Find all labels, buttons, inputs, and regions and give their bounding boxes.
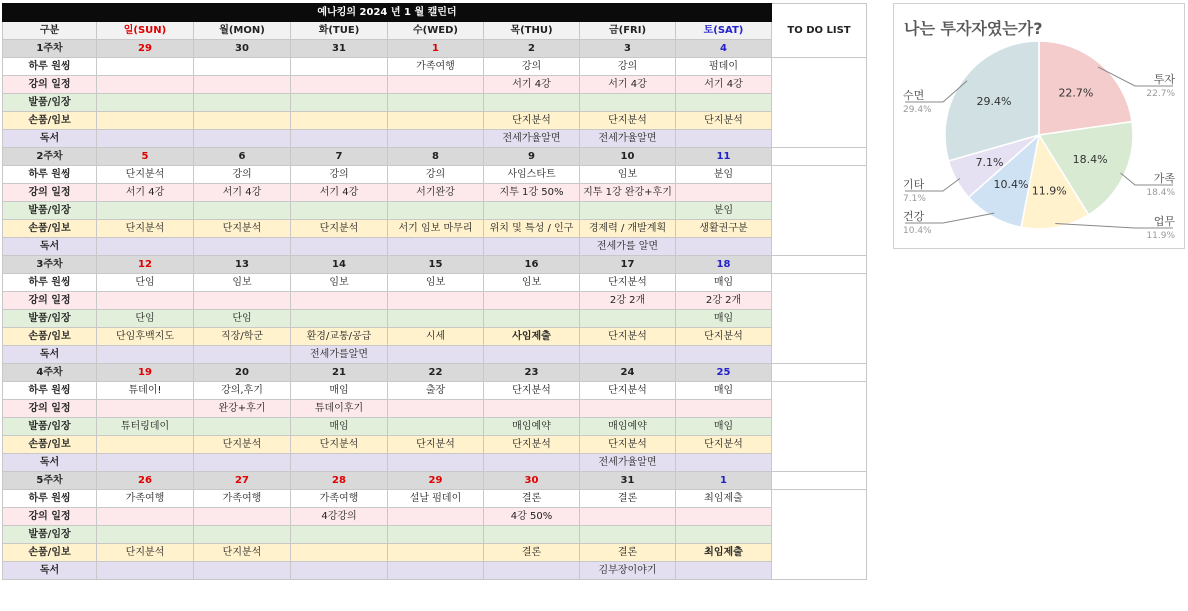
date-cell: 10 xyxy=(580,148,676,166)
row-label-reading: 독서 xyxy=(3,562,97,580)
schedule-cell xyxy=(194,346,291,364)
schedule-cell: 김부장이야기 xyxy=(580,562,676,580)
schedule-cell: 서기 4강 xyxy=(580,76,676,94)
schedule-cell: 결론 xyxy=(484,544,580,562)
schedule-cell: 단지분석 xyxy=(580,112,676,130)
row-label-report: 손품/임보 xyxy=(3,220,97,238)
schedule-cell xyxy=(676,346,772,364)
row-label-reading: 독서 xyxy=(3,454,97,472)
schedule-cell: 단지분석 xyxy=(580,436,676,454)
schedule-cell: 결론 xyxy=(580,490,676,508)
row-label-lecture: 강의 일정 xyxy=(3,76,97,94)
schedule-cell: 매임예약 xyxy=(580,418,676,436)
date-cell: 31 xyxy=(580,472,676,490)
schedule-cell xyxy=(676,94,772,112)
pie-slice-value-label: 18.4% xyxy=(1072,152,1108,166)
todo-list-cell xyxy=(772,364,867,382)
todo-list-cell xyxy=(772,166,867,256)
schedule-cell: 단임 xyxy=(97,310,194,328)
date-cell: 24 xyxy=(580,364,676,382)
schedule-cell: 단임 xyxy=(97,274,194,292)
schedule-cell: 서기 4강 xyxy=(97,184,194,202)
schedule-cell: 단지분석 xyxy=(484,436,580,454)
row-label-report: 손품/임보 xyxy=(3,544,97,562)
schedule-cell xyxy=(291,526,388,544)
schedule-cell: 가족여행 xyxy=(291,490,388,508)
schedule-cell: 매임 xyxy=(676,382,772,400)
schedule-cell xyxy=(194,454,291,472)
schedule-cell: 전세가를알면 xyxy=(291,346,388,364)
row-label-lecture: 강의 일정 xyxy=(3,292,97,310)
date-cell: 12 xyxy=(97,256,194,274)
schedule-cell: 단지분석 xyxy=(676,328,772,346)
row-label-oneday: 하루 원씽 xyxy=(3,58,97,76)
header-day: 수(WED) xyxy=(388,22,484,40)
todo-list-cell xyxy=(772,490,867,580)
date-cell: 1 xyxy=(388,40,484,58)
schedule-cell: 2강 2개 xyxy=(676,292,772,310)
pie-chart xyxy=(894,4,1184,248)
schedule-cell: 가족여행 xyxy=(97,490,194,508)
row-label-fieldwork: 발품/임장 xyxy=(3,202,97,220)
schedule-cell xyxy=(388,454,484,472)
row-label-lecture: 강의 일정 xyxy=(3,400,97,418)
schedule-cell xyxy=(388,544,484,562)
schedule-cell: 단지분석 xyxy=(97,544,194,562)
week-label: 5주차 xyxy=(3,472,97,490)
schedule-cell xyxy=(484,94,580,112)
schedule-cell: 생활권구분 xyxy=(676,220,772,238)
date-cell: 20 xyxy=(194,364,291,382)
schedule-cell xyxy=(580,310,676,328)
schedule-cell xyxy=(97,130,194,148)
schedule-cell xyxy=(484,526,580,544)
date-cell: 23 xyxy=(484,364,580,382)
date-cell: 18 xyxy=(676,256,772,274)
schedule-cell: 시세 xyxy=(388,328,484,346)
row-label-oneday: 하루 원씽 xyxy=(3,382,97,400)
date-cell: 19 xyxy=(97,364,194,382)
todo-list-cell xyxy=(772,148,867,166)
calendar-table xyxy=(2,3,867,580)
schedule-cell xyxy=(388,526,484,544)
schedule-cell xyxy=(484,454,580,472)
date-cell: 16 xyxy=(484,256,580,274)
pie-chart-panel xyxy=(893,3,1185,249)
schedule-cell: 전세가율알면 xyxy=(484,130,580,148)
header-category: 구분 xyxy=(3,22,97,40)
header-day: 월(MON) xyxy=(194,22,291,40)
schedule-cell: 전세가율알면 xyxy=(580,130,676,148)
schedule-cell: 가족여행 xyxy=(388,58,484,76)
schedule-cell xyxy=(97,346,194,364)
schedule-cell: 분임 xyxy=(676,202,772,220)
row-label-fieldwork: 발품/임장 xyxy=(3,418,97,436)
schedule-cell: 전세가율알면 xyxy=(580,454,676,472)
row-label-reading: 독서 xyxy=(3,238,97,256)
schedule-cell xyxy=(676,454,772,472)
schedule-cell xyxy=(194,94,291,112)
schedule-cell xyxy=(580,94,676,112)
schedule-cell xyxy=(97,454,194,472)
schedule-cell xyxy=(97,400,194,418)
row-label-lecture: 강의 일정 xyxy=(3,184,97,202)
schedule-cell: 펌데이 xyxy=(676,58,772,76)
schedule-cell xyxy=(484,310,580,328)
pie-category-percent: 22.7% xyxy=(1146,89,1175,99)
schedule-cell xyxy=(676,562,772,580)
schedule-cell xyxy=(194,292,291,310)
schedule-cell: 위치 및 특성 / 인구 xyxy=(484,220,580,238)
calendar-title: 예나킹의 2024 년 1 월 캘린더 xyxy=(3,4,772,22)
pie-slice-value-label: 11.9% xyxy=(1031,184,1067,198)
pie-category-percent: 18.4% xyxy=(1146,188,1175,198)
schedule-cell: 분임 xyxy=(676,166,772,184)
schedule-cell xyxy=(194,526,291,544)
row-label-report: 손품/임보 xyxy=(3,328,97,346)
schedule-cell xyxy=(484,292,580,310)
schedule-cell: 매임 xyxy=(676,310,772,328)
schedule-cell: 튜터링데이 xyxy=(97,418,194,436)
schedule-cell xyxy=(388,112,484,130)
schedule-cell: 단지분석 xyxy=(291,436,388,454)
schedule-cell xyxy=(194,508,291,526)
schedule-cell xyxy=(676,526,772,544)
schedule-cell: 지투 1강 완강+후기 xyxy=(580,184,676,202)
schedule-cell xyxy=(676,238,772,256)
row-label-report: 손품/임보 xyxy=(3,436,97,454)
schedule-cell: 강의 xyxy=(388,166,484,184)
todo-list-cell xyxy=(772,382,867,472)
date-cell: 4 xyxy=(676,40,772,58)
schedule-cell xyxy=(97,562,194,580)
pie-slice-value-label: 29.4% xyxy=(976,95,1012,109)
schedule-cell xyxy=(97,112,194,130)
header-day: 금(FRI) xyxy=(580,22,676,40)
todo-list-cell xyxy=(772,274,867,364)
schedule-cell: 출장 xyxy=(388,382,484,400)
schedule-cell xyxy=(291,94,388,112)
schedule-cell xyxy=(580,526,676,544)
todo-list-cell xyxy=(772,472,867,490)
schedule-cell xyxy=(388,562,484,580)
schedule-cell: 4강강의 xyxy=(291,508,388,526)
header-day: 일(SUN) xyxy=(97,22,194,40)
schedule-cell xyxy=(676,508,772,526)
schedule-cell xyxy=(388,292,484,310)
schedule-cell xyxy=(291,130,388,148)
week-label: 1주차 xyxy=(3,40,97,58)
schedule-cell xyxy=(97,508,194,526)
schedule-cell: 튜데이! xyxy=(97,382,194,400)
date-cell: 14 xyxy=(291,256,388,274)
date-cell: 29 xyxy=(388,472,484,490)
schedule-cell xyxy=(291,202,388,220)
schedule-cell xyxy=(291,562,388,580)
schedule-cell: 매임 xyxy=(676,418,772,436)
schedule-cell: 강의 xyxy=(291,166,388,184)
schedule-cell xyxy=(388,202,484,220)
schedule-cell: 가족여행 xyxy=(194,490,291,508)
schedule-cell: 단지분석 xyxy=(676,112,772,130)
schedule-cell: 결론 xyxy=(580,544,676,562)
schedule-cell: 단지분석 xyxy=(194,220,291,238)
header-day: 토(SAT) xyxy=(676,22,772,40)
schedule-cell xyxy=(676,130,772,148)
schedule-cell: 단임 xyxy=(194,310,291,328)
schedule-cell xyxy=(194,202,291,220)
schedule-cell: 단지분석 xyxy=(484,382,580,400)
date-cell: 25 xyxy=(676,364,772,382)
pie-category-label: 가족 xyxy=(1153,172,1175,185)
schedule-cell xyxy=(97,202,194,220)
schedule-cell: 전세가를 알면 xyxy=(580,238,676,256)
schedule-cell xyxy=(291,76,388,94)
pie-category-label: 수면 xyxy=(903,89,925,102)
date-cell: 8 xyxy=(388,148,484,166)
schedule-cell xyxy=(388,418,484,436)
row-label-oneday: 하루 원씽 xyxy=(3,166,97,184)
schedule-cell: 임보 xyxy=(484,274,580,292)
schedule-cell xyxy=(291,454,388,472)
schedule-cell: 서기완강 xyxy=(388,184,484,202)
chart-title: 나는 투자자였는가? xyxy=(904,19,1043,38)
date-cell: 9 xyxy=(484,148,580,166)
schedule-cell: 단지분석 xyxy=(97,166,194,184)
schedule-cell: 단지분석 xyxy=(580,328,676,346)
date-cell: 6 xyxy=(194,148,291,166)
date-cell: 2 xyxy=(484,40,580,58)
row-label-fieldwork: 발품/임장 xyxy=(3,310,97,328)
schedule-cell xyxy=(194,112,291,130)
week-label: 4주차 xyxy=(3,364,97,382)
schedule-cell xyxy=(97,526,194,544)
schedule-cell: 단임후백지도 xyxy=(97,328,194,346)
schedule-cell xyxy=(291,58,388,76)
schedule-cell xyxy=(388,508,484,526)
schedule-cell: 서기 4강 xyxy=(676,76,772,94)
schedule-cell: 경제력 / 개발계획 xyxy=(580,220,676,238)
date-cell: 1 xyxy=(676,472,772,490)
row-label-oneday: 하루 원씽 xyxy=(3,490,97,508)
date-cell: 26 xyxy=(97,472,194,490)
row-label-oneday: 하루 원씽 xyxy=(3,274,97,292)
schedule-cell xyxy=(388,310,484,328)
date-cell: 30 xyxy=(194,40,291,58)
schedule-cell: 단지분석 xyxy=(194,436,291,454)
schedule-cell xyxy=(484,400,580,418)
schedule-cell: 서기 4강 xyxy=(194,184,291,202)
date-cell: 27 xyxy=(194,472,291,490)
pie-slice-value-label: 22.7% xyxy=(1058,86,1094,100)
schedule-cell xyxy=(676,400,772,418)
date-cell: 30 xyxy=(484,472,580,490)
schedule-cell: 설날 펌데이 xyxy=(388,490,484,508)
date-cell: 3 xyxy=(580,40,676,58)
schedule-cell: 최임제출 xyxy=(676,490,772,508)
todo-list-header: TO DO LIST xyxy=(772,4,867,58)
schedule-cell: 단지분석 xyxy=(676,436,772,454)
date-cell: 29 xyxy=(97,40,194,58)
schedule-cell xyxy=(484,346,580,364)
schedule-cell: 2강 2개 xyxy=(580,292,676,310)
schedule-cell xyxy=(388,238,484,256)
schedule-cell xyxy=(97,238,194,256)
schedule-cell xyxy=(194,238,291,256)
schedule-cell: 매임 xyxy=(291,418,388,436)
schedule-cell: 직장/학군 xyxy=(194,328,291,346)
todo-list-cell xyxy=(772,58,867,148)
week-label: 2주차 xyxy=(3,148,97,166)
date-cell: 22 xyxy=(388,364,484,382)
schedule-cell xyxy=(388,94,484,112)
schedule-cell xyxy=(194,130,291,148)
schedule-cell: 임보 xyxy=(291,274,388,292)
schedule-cell xyxy=(484,238,580,256)
pie-slice-value-label: 7.1% xyxy=(975,156,1004,170)
schedule-cell xyxy=(194,58,291,76)
date-cell: 7 xyxy=(291,148,388,166)
schedule-cell xyxy=(97,436,194,454)
pie-category-percent: 10.4% xyxy=(903,226,932,236)
schedule-cell xyxy=(580,202,676,220)
schedule-cell: 단지분석 xyxy=(580,382,676,400)
pie-category-label: 건강 xyxy=(903,210,925,223)
schedule-cell: 단지분석 xyxy=(388,436,484,454)
schedule-cell xyxy=(388,76,484,94)
schedule-cell xyxy=(388,130,484,148)
date-cell: 5 xyxy=(97,148,194,166)
date-cell: 21 xyxy=(291,364,388,382)
schedule-cell: 매임 xyxy=(676,274,772,292)
header-day: 화(TUE) xyxy=(291,22,388,40)
schedule-cell xyxy=(194,76,291,94)
schedule-cell: 결론 xyxy=(484,490,580,508)
date-cell: 17 xyxy=(580,256,676,274)
date-cell: 28 xyxy=(291,472,388,490)
pie-category-percent: 11.9% xyxy=(1146,231,1175,241)
schedule-cell: 지투 1강 50% xyxy=(484,184,580,202)
schedule-cell xyxy=(291,544,388,562)
schedule-cell: 서기 4강 xyxy=(291,184,388,202)
schedule-cell: 단지분석 xyxy=(484,112,580,130)
schedule-cell: 강의,후기 xyxy=(194,382,291,400)
week-label: 3주차 xyxy=(3,256,97,274)
schedule-cell: 최임제출 xyxy=(676,544,772,562)
todo-list-cell xyxy=(772,256,867,274)
schedule-cell: 강의 xyxy=(194,166,291,184)
schedule-cell: 임보 xyxy=(194,274,291,292)
schedule-cell: 서기 임보 마무리 xyxy=(388,220,484,238)
schedule-cell: 사임스타트 xyxy=(484,166,580,184)
schedule-cell: 매임예약 xyxy=(484,418,580,436)
date-cell: 15 xyxy=(388,256,484,274)
schedule-cell: 단지분석 xyxy=(194,544,291,562)
pie-category-label: 기타 xyxy=(903,178,925,191)
schedule-cell xyxy=(388,400,484,418)
schedule-cell: 단지분석 xyxy=(580,274,676,292)
date-cell: 11 xyxy=(676,148,772,166)
row-label-reading: 독서 xyxy=(3,130,97,148)
row-label-fieldwork: 발품/임장 xyxy=(3,526,97,544)
schedule-cell xyxy=(97,94,194,112)
schedule-cell xyxy=(291,310,388,328)
row-label-fieldwork: 발품/임장 xyxy=(3,94,97,112)
schedule-cell xyxy=(580,508,676,526)
pie-category-percent: 7.1% xyxy=(903,194,926,204)
schedule-cell xyxy=(97,292,194,310)
schedule-cell xyxy=(484,202,580,220)
schedule-cell: 매임 xyxy=(291,382,388,400)
schedule-cell: 사임제출 xyxy=(484,328,580,346)
schedule-cell xyxy=(484,562,580,580)
row-label-lecture: 강의 일정 xyxy=(3,508,97,526)
schedule-cell: 강의 xyxy=(484,58,580,76)
schedule-cell xyxy=(291,112,388,130)
header-day: 목(THU) xyxy=(484,22,580,40)
pie-category-percent: 29.4% xyxy=(903,105,932,115)
schedule-cell: 임보 xyxy=(388,274,484,292)
schedule-cell: 서기 4강 xyxy=(484,76,580,94)
pie-category-label: 업무 xyxy=(1153,215,1175,228)
schedule-cell: 튜데이후기 xyxy=(291,400,388,418)
row-label-report: 손품/임보 xyxy=(3,112,97,130)
schedule-cell xyxy=(580,400,676,418)
schedule-cell xyxy=(580,346,676,364)
schedule-cell: 완강+후기 xyxy=(194,400,291,418)
date-cell: 13 xyxy=(194,256,291,274)
schedule-cell: 환경/교통/공급 xyxy=(291,328,388,346)
schedule-cell xyxy=(291,238,388,256)
schedule-cell: 강의 xyxy=(580,58,676,76)
row-label-reading: 독서 xyxy=(3,346,97,364)
schedule-cell xyxy=(97,76,194,94)
schedule-cell xyxy=(97,58,194,76)
pie-category-label: 투자 xyxy=(1153,73,1175,86)
schedule-cell xyxy=(291,292,388,310)
schedule-cell: 단지분석 xyxy=(291,220,388,238)
schedule-cell xyxy=(194,562,291,580)
schedule-cell: 임보 xyxy=(580,166,676,184)
schedule-cell xyxy=(676,184,772,202)
schedule-cell xyxy=(388,346,484,364)
schedule-cell: 단지분석 xyxy=(97,220,194,238)
schedule-cell xyxy=(194,418,291,436)
schedule-cell: 4강 50% xyxy=(484,508,580,526)
date-cell: 31 xyxy=(291,40,388,58)
pie-slice-value-label: 10.4% xyxy=(993,177,1029,191)
